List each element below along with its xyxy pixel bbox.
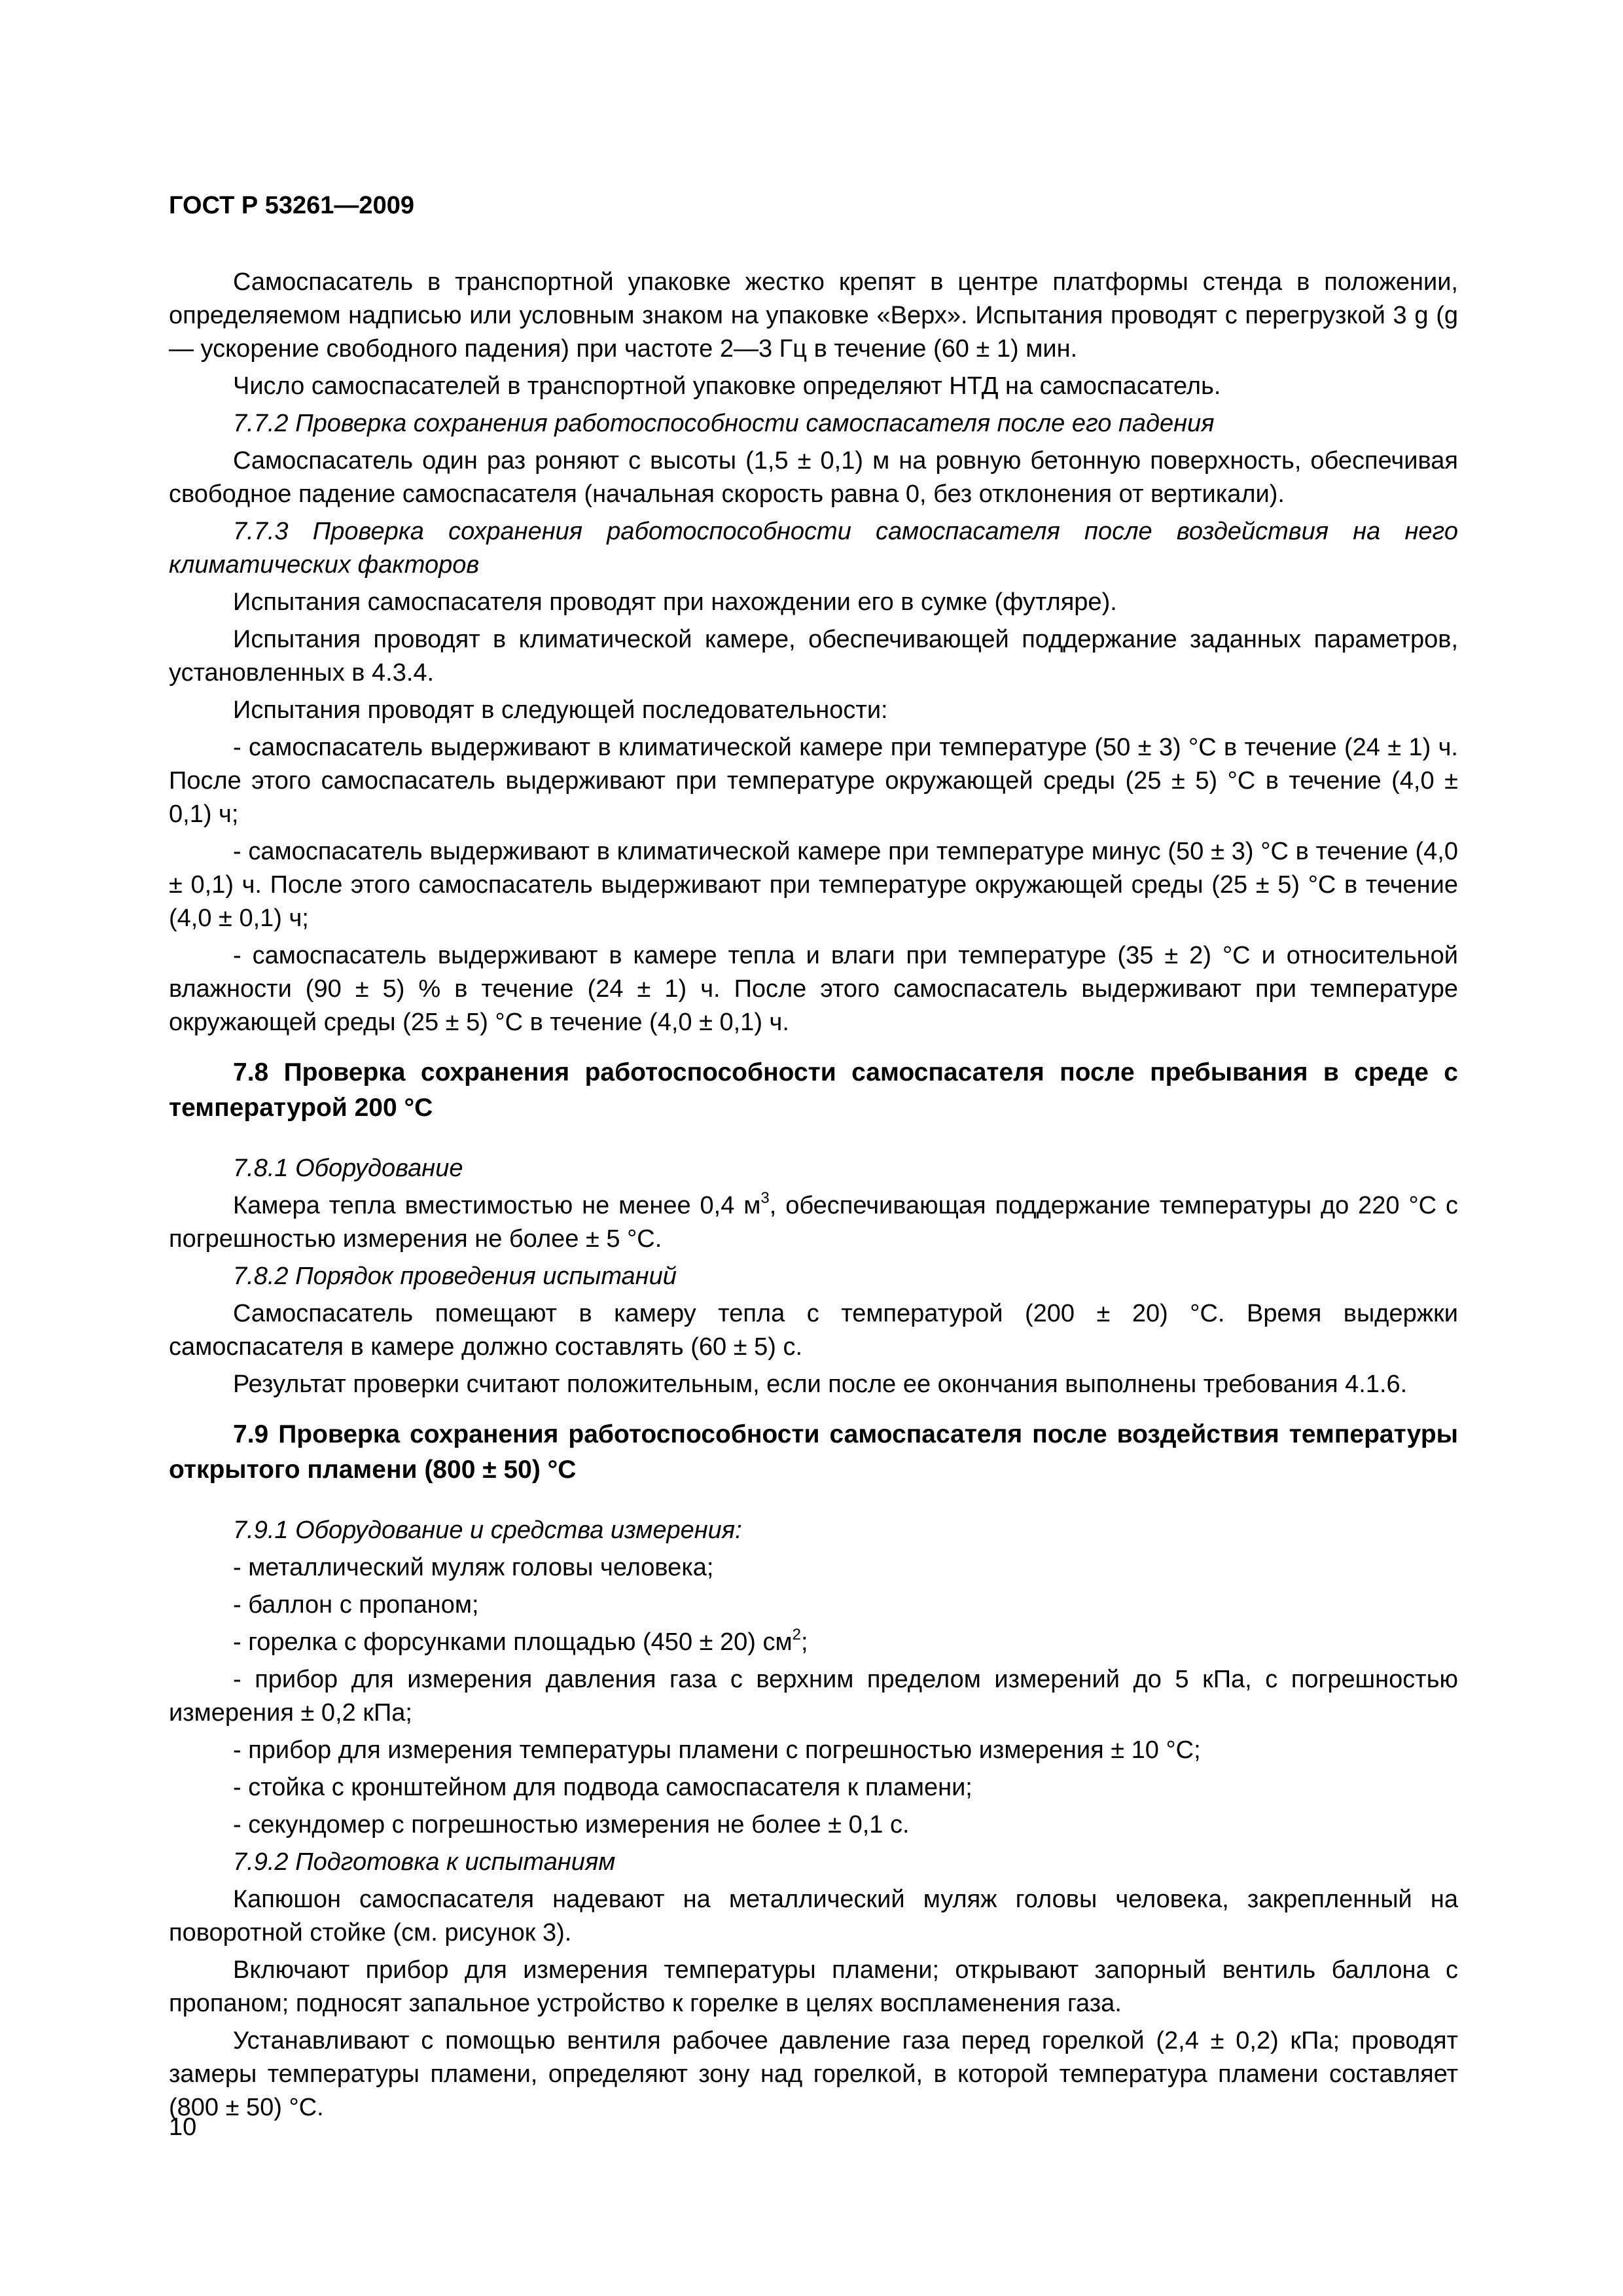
paragraph-text: - прибор для измерения температуры пламени с погрешностью измерения ± 10 °С; xyxy=(233,1736,1201,1764)
paragraph xyxy=(169,586,1458,619)
paragraph-text: Испытания проводят в климатической камере, обеспечивающей поддержание заданных параметров, установленных в 4.3.4. xyxy=(169,626,1458,687)
paragraph-text: - горелка с форсунками площадью (450 ± 20) см xyxy=(233,1628,793,1656)
paragraph xyxy=(169,1663,1458,1730)
paragraph xyxy=(169,266,1458,366)
paragraph xyxy=(169,2024,1458,2125)
paragraph-text: Капюшон самоспасателя надевают на металлический муляж головы человека, закрепленный на поворотной стойке (см. рисунок 3). xyxy=(169,1886,1458,1946)
paragraph-text: Устанавливают с помощью вентиля рабочее давление газа перед горелкой (2,4 ± 0,2) кПа; проводят замеры температуры пламени, определяют зону над горелкой, в которой температура пламени составляет (800 ± 50) °С. xyxy=(169,2027,1458,2121)
paragraph xyxy=(169,694,1458,727)
paragraph xyxy=(169,1771,1458,1804)
paragraph-text: - секундомер с погрешностью измерения не более ± 0,1 с. xyxy=(233,1811,910,1839)
superscript: 3 xyxy=(760,1189,770,1207)
paragraph-text: - металлический муляж головы человека; xyxy=(233,1554,714,1581)
paragraph xyxy=(169,444,1458,511)
paragraph-text: 7.9 Проверка сохранения работоспособности самоспасателя после воздействия температуры открытого пламени (800 ± 50) °С xyxy=(169,1420,1458,1484)
paragraph xyxy=(169,1883,1458,1950)
paragraph-text: - баллон с пропаном; xyxy=(233,1591,479,1619)
section-heading xyxy=(169,1417,1458,1488)
paragraph-text: Камера тепла вместимостью не менее 0,4 м xyxy=(233,1192,761,1219)
paragraph-text: 7.8.2 Порядок проведения испытаний xyxy=(233,1263,677,1290)
paragraph-text-tail: , обеспечивающая поддержание температуры до 220 °С с погрешностью измерения не более ± 5 °С. xyxy=(169,1192,1458,1253)
paragraph-text: Число самоспасателей в транспортной упаковке определяют НТД на самоспасатель. xyxy=(233,372,1221,400)
paragraph-text: Самоспасатель один раз роняют с высоты (1,5 ± 0,1) м на ровную бетонную поверхность, обеспечивая свободное падение самоспасателя (начальная скорость равна 0, без отклонения от вертикали). xyxy=(169,447,1458,508)
paragraph-text: Самоспасатель помещают в камеру тепла с температурой (200 ± 20) °С. Время выдержки самоспасателя в камере должно составлять (60 ± 5) с. xyxy=(169,1300,1458,1361)
paragraph-text: - самоспасатель выдерживают в климатической камере при температуре (50 ± 3) °С в течение (24 ± 1) ч. После этого самоспасатель выдерживают при температуре окружающей среды (25 ± 5) °С в течение (4,0 ± 0,1) ч; xyxy=(169,734,1458,828)
paragraph-text: 7.9.1 Оборудование и средства измерения: xyxy=(233,1516,742,1544)
paragraph-text-tail: ; xyxy=(801,1628,808,1656)
paragraph xyxy=(169,623,1458,690)
subsection-title xyxy=(169,1514,1458,1547)
paragraph xyxy=(169,1588,1458,1622)
paragraph xyxy=(169,1734,1458,1767)
subsection-title xyxy=(169,1152,1458,1185)
paragraph xyxy=(169,370,1458,403)
paragraph-text: Испытания самоспасателя проводят при нахождении его в сумке (футляре). xyxy=(233,588,1117,616)
subsection-title xyxy=(169,1260,1458,1293)
superscript: 2 xyxy=(792,1626,802,1643)
paragraph-text: - самоспасатель выдерживают в камере тепла и влаги при температуре (35 ± 2) °С и относительной влажности (90 ± 5) % в течение (24 ± 1) ч. После этого самоспасатель выдерживают при температуре окружающей среды (25 ± 5) °С в течение (4,0 ± 0,1) ч. xyxy=(169,942,1458,1036)
paragraph xyxy=(169,939,1458,1039)
document-body xyxy=(169,266,1458,2125)
paragraph xyxy=(169,731,1458,831)
paragraph xyxy=(169,1551,1458,1585)
section-heading xyxy=(169,1055,1458,1126)
paragraph-text: - прибор для измерения давления газа с верхним пределом измерений до 5 кПа, с погрешностью измерения ± 0,2 кПа; xyxy=(169,1666,1458,1727)
document-id-header: ГОСТ Р 53261—2009 xyxy=(169,192,414,219)
paragraph-text: 7.8 Проверка сохранения работоспособности самоспасателя после пребывания в среде с температурой 200 °С xyxy=(169,1058,1458,1122)
subsection-title xyxy=(169,1846,1458,1879)
paragraph xyxy=(169,1808,1458,1842)
subsection-title xyxy=(169,515,1458,582)
paragraph xyxy=(169,1297,1458,1364)
paragraph-text: Испытания проводят в следующей последовательности: xyxy=(233,696,888,724)
paragraph-text: - стойка с кронштейном для подвода самоспасателя к пламени; xyxy=(233,1774,972,1801)
paragraph-text: 7.7.2 Проверка сохранения работоспособности самоспасателя после его падения xyxy=(233,410,1215,437)
paragraph xyxy=(169,1954,1458,2020)
page-number: 10 xyxy=(169,2113,197,2141)
paragraph xyxy=(169,835,1458,935)
paragraph-text: 7.7.3 Проверка сохранения работоспособности самоспасателя после воздействия на него климатических факторов xyxy=(169,518,1458,579)
document-page xyxy=(169,190,1458,2125)
paragraph-text: Самоспасатель в транспортной упаковке жестко крепят в центре платформы стенда в положении, определяемом надписью или условным знаком на упаковке «Верх». Испытания проводят с перегрузкой 3 g (g — ускорение свободного падения) при частоте 2—3 Гц в течение (60 ± 1) мин. xyxy=(169,268,1458,363)
paragraph xyxy=(169,1368,1458,1401)
subsection-title xyxy=(169,407,1458,440)
paragraph-text: 7.8.1 Оборудование xyxy=(233,1155,463,1182)
paragraph xyxy=(169,1189,1458,1256)
paragraph-text: Включают прибор для измерения температуры пламени; открывают запорный вентиль баллона с пропаном; подносят запальное устройство к горелке в целях воспламенения газа. xyxy=(169,1956,1458,2017)
paragraph xyxy=(169,1626,1458,1659)
paragraph-text: - самоспасатель выдерживают в климатической камере при температуре минус (50 ± 3) °С в течение (4,0 ± 0,1) ч. После этого самоспасатель выдерживают при температуре окружающей среды (25 ± 5) °С в течение (4,0 ± 0,1) ч; xyxy=(169,838,1458,932)
paragraph-text: 7.9.2 Подготовка к испытаниям xyxy=(233,1848,616,1876)
paragraph-text: Результат проверки считают положительным, если после ее окончания выполнены требования 4.1.6. xyxy=(233,1371,1408,1398)
